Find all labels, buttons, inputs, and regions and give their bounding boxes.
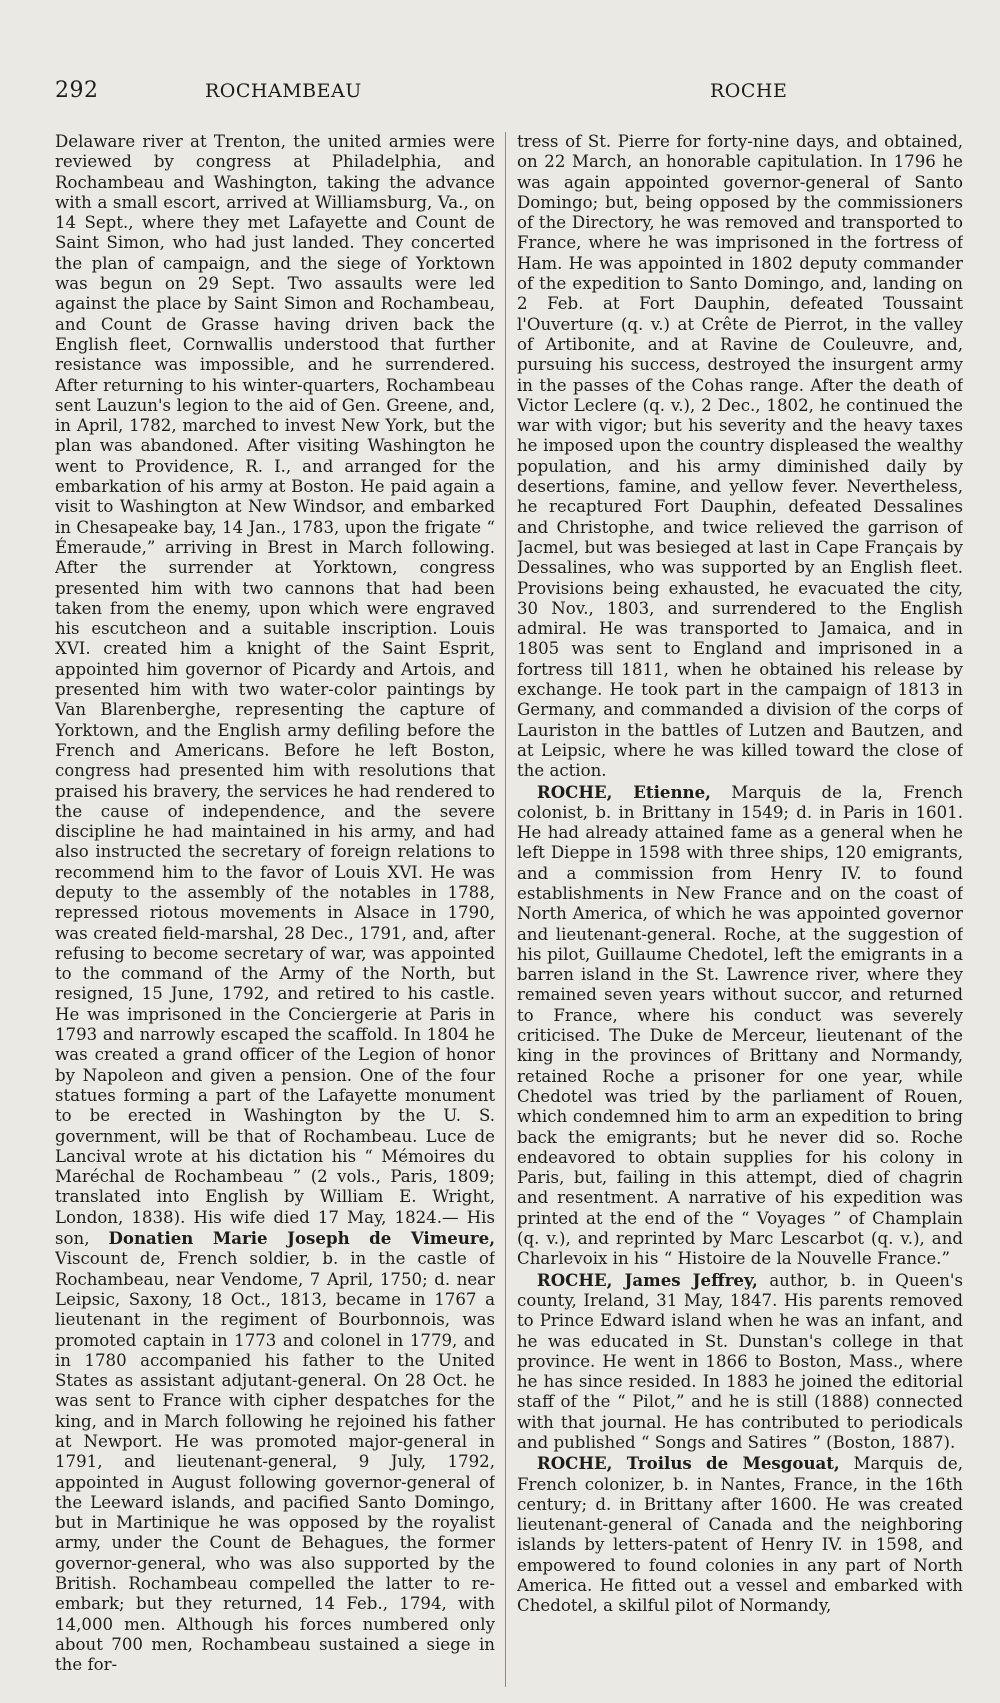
entry-name: ROCHE, Troilus de Mesgouat, <box>536 1453 840 1474</box>
entry-name: ROCHE, Etienne, <box>536 781 711 802</box>
entry-roche-james-jeffrey <box>517 1270 963 1454</box>
running-head-left: ROCHAMBEAU <box>205 80 362 102</box>
entry-text: Marquis de, French colonizer, b. in Nantes, France, in the 16th century; d. in Brittany after 1600. He was created lieutenant-general of Canada and the neighboring islands by letters-patent of Henry IV. in 1598, and empowered to found colonies in any part of North America. He fitted out a vessel and embarked with Chedotel, a skilful pilot of Normandy, <box>517 1454 963 1616</box>
page-number: 292 <box>55 78 99 103</box>
page-header <box>55 78 960 104</box>
entry-roche-troilus <box>517 1453 963 1616</box>
running-head-right: ROCHE <box>710 80 788 102</box>
entry-roche-etienne <box>517 782 963 1270</box>
left-column <box>55 132 495 1692</box>
column-divider <box>505 132 506 1687</box>
entry-text: Marquis de la, French colonist, b. in Brittany in 1549; d. in Paris in 1601. He had already attained fame as a general when he left Dieppe in 1598 with three ships, 120 emigrants, and a commission from Henry IV. to found establishments in New France and on the coast of North America, of which he was appointed governor and lieutenant-general. Roche, at the suggestion of his pilot, Guillaume Chedotel, left the emigrants in a barren island in the St. Lawrence river, where they remained seven years without succor, and returned to France, where his conduct was severely criticised. The Duke de Merceur, lieutenant of the king in the provinces of Brittany and Normandy, retained Roche a prisoner for one year, while Chedotel was tried by the parliament of Rouen, which condemned him to arm an expedition to bring back the emigrants; but he never did so. Roche endeavored to obtain supplies for his colony in Paris, but, failing in this attempt, died of chagrin and resentment. A narrative of his expedition was printed at the end of the “ Voyages ” of Champlain (q. v.), and reprinted by Marc Lescarbot (q. v.), and Charlevoix in his “ Histoire de la Nouvelle France.” <box>517 782 963 1269</box>
right-column <box>517 132 963 1692</box>
entry-text: author, b. in Queen's county, Ireland, 31 May, 1847. His parents removed to Prince Edward island when he was an infant, and he was educated in St. Dunstan's college in that province. He went in 1866 to Boston, Mass., where he has since resided. In 1883 he joined the editorial staff of the “ Pilot,” and he is still (1888) connected with that journal. He has contributed to periodicals and published “ Songs and Satires ” (Boston, 1887). <box>517 1270 963 1452</box>
paragraph-text: Delaware river at Trenton, the united armies were reviewed by congress at Philadelphia, and Rochambeau and Washington, taking the advance with a small escort, arrived at Williamsburg, Va., on 14 Sept., where they met Lafayette and Count de Saint Simon, who had just landed. They concerted the plan of campaign, and the siege of Yorktown was begun on 29 Sept. Two assaults were led against the place by Saint Simon and Rochambeau, and Count de Grasse having driven back the English fleet, Cornwallis understood that further resistance was impossible, and he surrendered. After returning to his winter-quarters, Rochambeau sent Lauzun's legion to the aid of Gen. Greene, and, in April, 1782, marched to invest New York, but the plan was abandoned. After visiting Washington he went to Providence, R. I., and arranged for the embarkation of his army at Boston. He paid again a visit to Washington at New Windsor, and embarked in Chesapeake bay, 14 Jan., 1783, upon the frigate “ Émeraude,” arriving in Brest in March following. After the surrender at Yorktown, congress presented him with two cannons that had been taken from the enemy, upon which were engraved his escutcheon and a suitable inscription. Louis XVI. created him a knight of the Saint Esprit, appointed him governor of Picardy and Artois, and presented him with two water-color paintings by Van Blarenberghe, representing the capture of Yorktown, and the English army defiling before the French and Americans. Before he left Boston, congress had presented him with resolutions that praised his bravery, the services he had rendered to the cause of independence, and the severe discipline he had maintained in his army, and had also instructed the secretary of foreign relations to recommend him to the favor of Louis XVI. He was deputy to the assembly of the notables in 1788, repressed riotous movements in Alsace in 1790, was created field-marshal, 28 Dec., 1791, and, after refusing to become secretary of war, was appointed to the command of the Army of the North, but resigned, 15 June, 1792, and retired to his castle. He was imprisoned in the Conciergerie at Paris in 1793 and narrowly escaped the scaffold. In 1804 he was created a grand officer of the Legion of honor by Napoleon and given a pension. One of the four statues forming a part of the Lafayette monument to be erected in Washington by the U. S. government, will be that of Rochambeau. Luce de Lancival wrote at his dictation his “ Mémoires du Maréchal de Rochambeau ” (2 vols., Paris, 1809; translated into English by William E. Wright, London, 1838). His wife died 17 May, 1824.— His son, <box>55 132 495 1249</box>
paragraph-text: Viscount de, French soldier, b. in the castle of Rochambeau, near Vendome, 7 April, 1750; d. near Leipsic, Saxony, 18 Oct., 1813, became in 1767 a lieutenant in the regiment of Bourbonnois, was promoted captain in 1773 and colonel in 1779, and in 1780 accompanied his father to the United States as assistant adjutant-general. On 28 Oct. he was sent to France with cipher despatches for the king, and in March following he rejoined his father at Newport. He was promoted major-general in 1791, and lieutenant-general, 9 July, 1792, appointed in August following governor-general of the Leeward islands, and pacified Santo Domingo, but in Martinique he was opposed by the royalist army, under the Count de Behagues, the former governor-general, who was also supported by the British. Rochambeau compelled the latter to re-embark; but they returned, 14 Feb., 1794, with 14,000 men. Although his forces numbered only about 700 men, Rochambeau sustained a siege in the for- <box>55 1249 495 1675</box>
entry-name: ROCHE, James Jeffrey, <box>536 1269 758 1290</box>
continuation-paragraph: tress of St. Pierre for forty-nine days, and obtained, on 22 March, an honorable capitulation. In 1796 he was again appointed governor-general of Santo Domingo; but, being opposed by the commissioners of the Directory, he was removed and transported to France, where he was imprisoned in the fortress of Ham. He was appointed in 1802 deputy commander of the expedition to Santo Domingo, and, landing on 2 Feb. at Fort Dauphin, defeated Toussaint l'Ouverture (q. v.) at Crête de Pierrot, in the valley of Artibonite, and at Ravine de Couleuvre, and, pursuing his success, destroyed the insurgent army in the passes of the Cohas range. After the death of Victor Leclere (q. v.), 2 Dec., 1802, he continued the war with vigor; but his severity and the heavy taxes he imposed upon the country displeased the wealthy population, and his army diminished daily by desertions, famine, and yellow fever. Nevertheless, he recaptured Fort Dauphin, defeated Dessalines and Christophe, and twice relieved the garrison of Jacmel, but was besieged at last in Cape Français by Dessalines, who was supported by an English fleet. Provisions being exhausted, he evacuated the city, 30 Nov., 1803, and surrendered to the English admiral. He was transported to Jamaica, and in 1805 was sent to England and imprisoned in a fortress till 1811, when he obtained his release by exchange. He took part in the campaign of 1813 in Germany, and commanded a division of the corps of Lauriston in the battles of Lutzen and Bautzen, and at Leipsic, where he was killed toward the close of the action. <box>517 132 963 781</box>
rochambeau-entry-continuation <box>55 132 495 1676</box>
entry-name-donatien: Donatien Marie Joseph de Vimeure, <box>108 1228 495 1249</box>
